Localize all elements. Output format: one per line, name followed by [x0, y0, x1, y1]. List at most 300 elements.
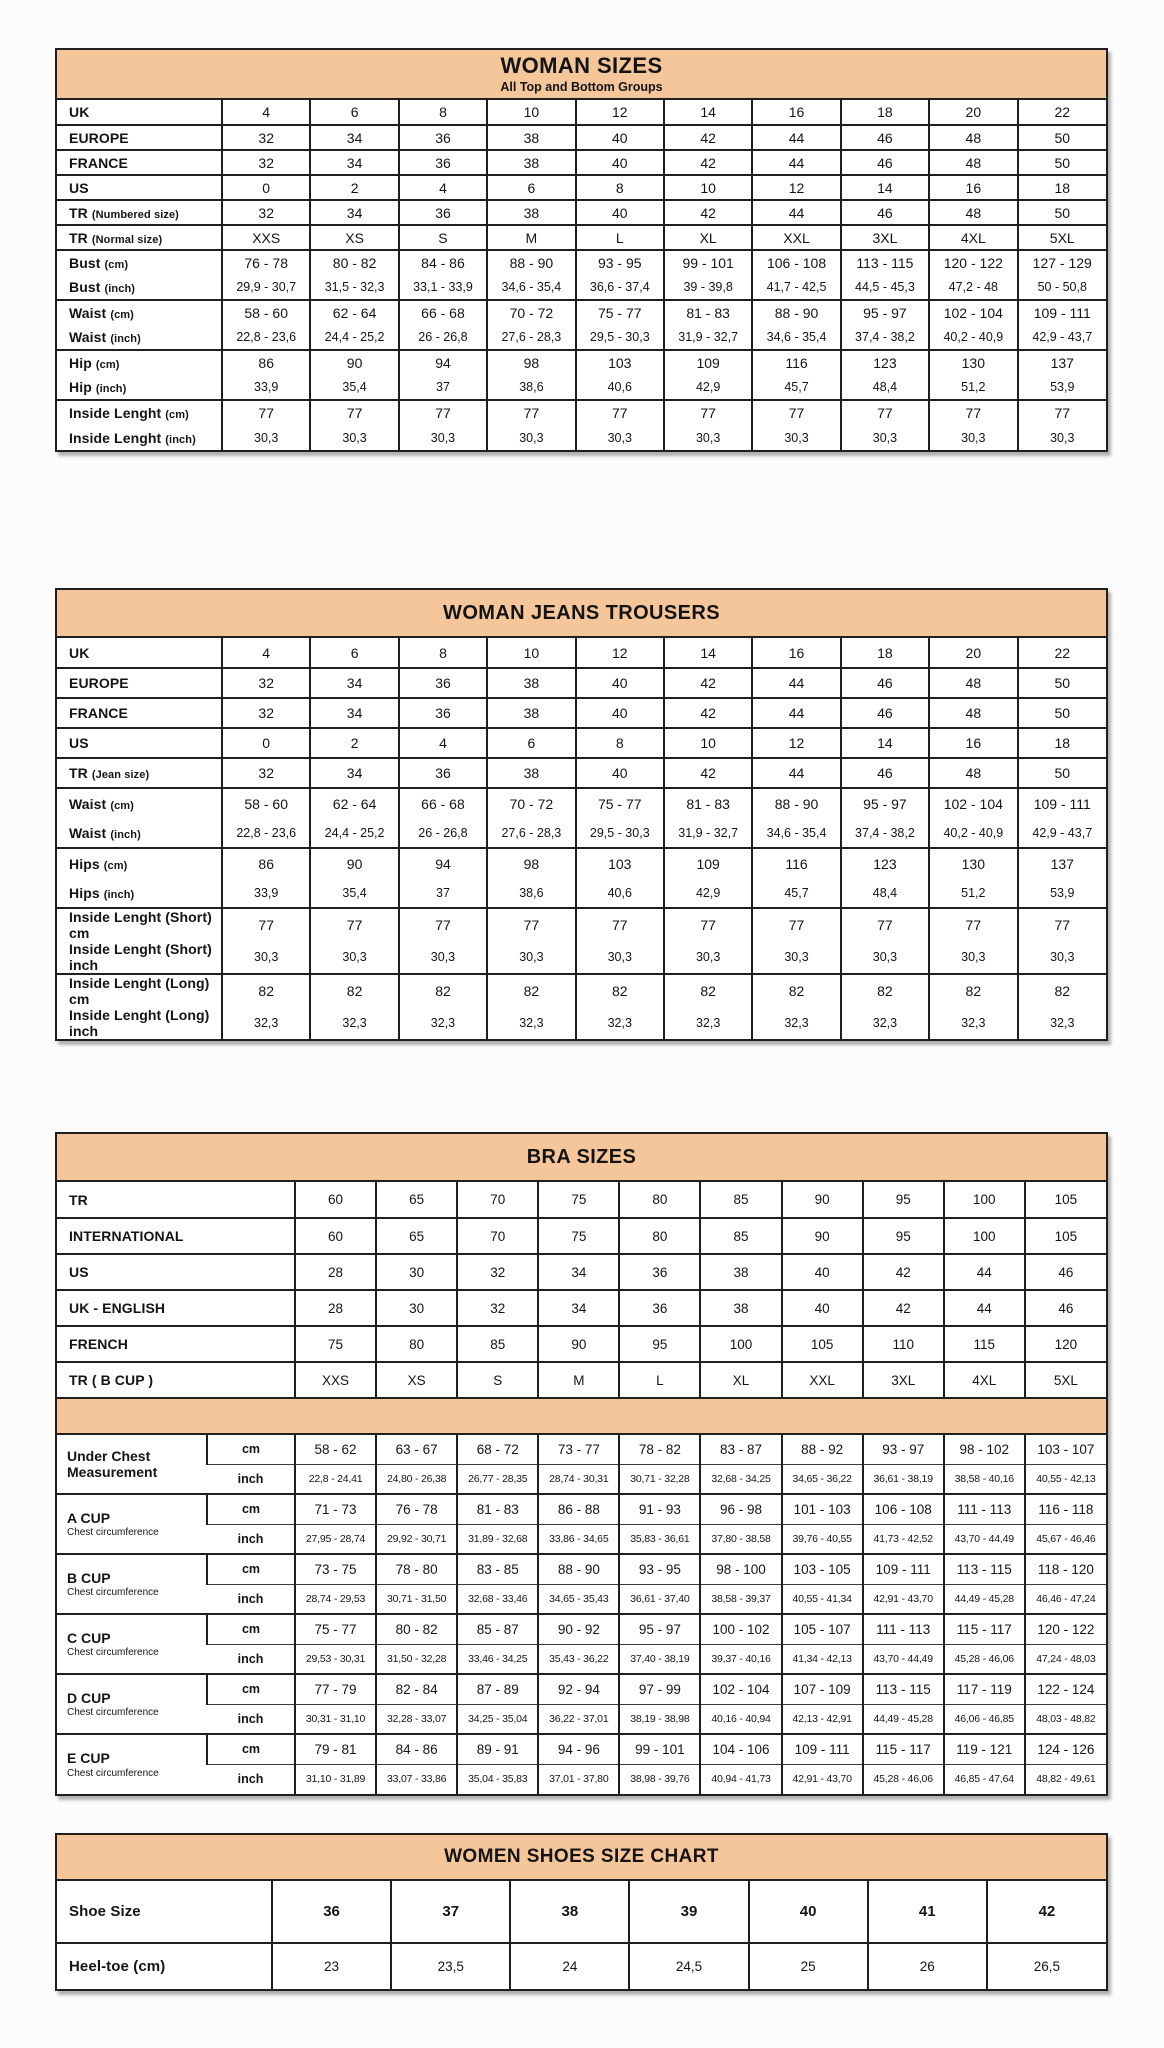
size-cell: 30,3: [222, 425, 310, 450]
size-cell: 33,07 - 33,86: [376, 1764, 457, 1794]
size-cell: 32: [222, 125, 310, 150]
size-cell: 8: [576, 728, 664, 758]
size-cell: 48: [929, 698, 1017, 728]
row-label: E CUP Chest circumference: [57, 1734, 207, 1794]
size-cell: 66 - 68: [399, 788, 487, 818]
table-row: [57, 1326, 1106, 1362]
size-cell: 34: [538, 1254, 619, 1290]
size-cell: 82: [664, 974, 752, 1007]
size-cell: 8: [576, 175, 664, 200]
size-cell: 120 - 122: [1025, 1614, 1106, 1644]
size-cell: L: [576, 225, 664, 250]
size-cell: 77: [399, 908, 487, 941]
size-cell: 130: [929, 350, 1017, 375]
size-cell: 37,40 - 38,19: [619, 1644, 700, 1674]
size-cell: 87 - 89: [457, 1674, 538, 1704]
size-cell: 77: [664, 908, 752, 941]
size-cell: S: [399, 225, 487, 250]
unit-cell: inch: [207, 1524, 295, 1554]
table-row: [57, 1494, 1106, 1524]
size-cell: 16: [929, 175, 1017, 200]
unit-cell: cm: [207, 1614, 295, 1644]
size-cell: 32: [222, 668, 310, 698]
size-cell: 51,2: [929, 375, 1017, 400]
size-cell: 48: [929, 125, 1017, 150]
table-row: [57, 1007, 1106, 1039]
row-label: Hips (inch): [69, 884, 135, 901]
size-cell: 30: [376, 1254, 457, 1290]
size-cell: 29,5 - 30,3: [576, 818, 664, 848]
size-cell: 35,04 - 35,83: [457, 1764, 538, 1794]
size-cell: 23: [272, 1943, 391, 1989]
size-cell: 50: [1018, 200, 1106, 225]
size-cell: 24: [510, 1943, 629, 1989]
size-cell: 42,9: [664, 375, 752, 400]
size-cell: 41,73 - 42,52: [863, 1524, 944, 1554]
size-cell: 10: [487, 638, 575, 668]
size-cell: 42: [863, 1254, 944, 1290]
table-row: [57, 1881, 1106, 1943]
table-row: [57, 638, 1106, 668]
size-cell: 77: [310, 400, 398, 425]
size-cell: 34: [310, 150, 398, 175]
table-title: BRA SIZES: [526, 1146, 637, 1168]
size-cell: 36,6 - 37,4: [576, 275, 664, 300]
size-cell: 42,91 - 43,70: [782, 1764, 863, 1794]
size-cell: 22,8 - 23,6: [222, 325, 310, 350]
table-row: [57, 250, 1106, 275]
size-cell: 105: [1025, 1218, 1106, 1254]
row-label: D CUP Chest circumference: [57, 1674, 207, 1734]
size-cell: 33,1 - 33,9: [399, 275, 487, 300]
size-cell: 35,83 - 36,61: [619, 1524, 700, 1554]
size-cell: 119 - 121: [944, 1734, 1025, 1764]
size-cell: 82: [222, 974, 310, 1007]
size-cell: 58 - 60: [222, 788, 310, 818]
row-label: Waist (inch): [69, 329, 141, 345]
size-cell: 127 - 129: [1018, 250, 1106, 275]
size-cell: 77: [487, 400, 575, 425]
size-cell: 39,37 - 40,16: [700, 1644, 781, 1674]
row-label: Bust (inch): [69, 279, 136, 295]
size-cell: 10: [664, 175, 752, 200]
size-cell: 77: [841, 908, 929, 941]
size-cell: 88 - 90: [752, 300, 840, 325]
size-cell: 46: [1025, 1254, 1106, 1290]
row-label: FRENCH: [57, 1326, 295, 1362]
size-cell: 30,3: [752, 425, 840, 450]
size-cell: 70: [457, 1218, 538, 1254]
size-cell: 100: [944, 1182, 1025, 1218]
size-cell: 30,3: [664, 941, 752, 974]
size-cell: 39: [629, 1881, 748, 1943]
table-row: [57, 1464, 1106, 1494]
size-cell: 39,76 - 40,55: [782, 1524, 863, 1554]
size-cell: 38,19 - 38,98: [619, 1704, 700, 1734]
size-cell: 34,6 - 35,4: [487, 275, 575, 300]
row-label: TR (Normal size): [57, 225, 222, 250]
size-cell: 98: [487, 848, 575, 878]
table-row: [57, 325, 1106, 350]
size-cell: M: [487, 225, 575, 250]
size-cell: 42,9 - 43,7: [1018, 325, 1106, 350]
table-row: [57, 1764, 1106, 1794]
size-cell: 103: [576, 350, 664, 375]
size-cell: 38: [487, 125, 575, 150]
table-row: [57, 758, 1106, 788]
size-cell: 77 - 79: [295, 1674, 376, 1704]
size-cell: 42: [664, 758, 752, 788]
row-label: Waist (cm): [57, 788, 222, 818]
size-cell: 4: [222, 638, 310, 668]
size-cell: XS: [376, 1362, 457, 1398]
table-row: [57, 848, 1106, 878]
size-cell: 2: [310, 175, 398, 200]
size-cell: 65: [376, 1182, 457, 1218]
row-label: US: [57, 175, 222, 200]
size-cell: 58 - 62: [295, 1434, 376, 1464]
table-row: [57, 818, 1106, 848]
size-cell: 36: [399, 668, 487, 698]
table-row: [57, 350, 1106, 375]
size-cell: 90: [782, 1182, 863, 1218]
size-cell: 5XL: [1025, 1362, 1106, 1398]
size-cell: 32,3: [399, 1007, 487, 1039]
size-cell: 106 - 108: [752, 250, 840, 275]
size-cell: 77: [929, 908, 1017, 941]
size-cell: 37,80 - 38,58: [700, 1524, 781, 1554]
size-cell: 14: [664, 100, 752, 125]
size-cell: 107 - 109: [782, 1674, 863, 1704]
size-cell: 44,49 - 45,28: [863, 1704, 944, 1734]
size-cell: 44: [944, 1290, 1025, 1326]
size-cell: 118 - 120: [1025, 1554, 1106, 1584]
size-cell: 97 - 99: [619, 1674, 700, 1704]
size-cell: 93 - 95: [576, 250, 664, 275]
row-label: INTERNATIONAL: [57, 1218, 295, 1254]
size-cell: 115: [944, 1326, 1025, 1362]
size-cell: 94 - 96: [538, 1734, 619, 1764]
table-row: [57, 1943, 1106, 1989]
size-cell: 86: [222, 848, 310, 878]
size-cell: 42: [664, 150, 752, 175]
size-cell: 80: [619, 1182, 700, 1218]
size-cell: 90: [310, 350, 398, 375]
size-cell: 83 - 85: [457, 1554, 538, 1584]
row-label: US: [57, 728, 222, 758]
size-cell: 88 - 90: [752, 788, 840, 818]
size-cell: 32: [222, 758, 310, 788]
size-cell: 88 - 92: [782, 1434, 863, 1464]
size-cell: 46,85 - 47,64: [944, 1764, 1025, 1794]
row-label: TR (Jean size): [57, 758, 222, 788]
size-cell: 46: [841, 758, 929, 788]
size-cell: 4XL: [929, 225, 1017, 250]
size-cell: 34,65 - 35,43: [538, 1584, 619, 1614]
size-cell: 42,91 - 43,70: [863, 1584, 944, 1614]
size-cell: 32,3: [310, 1007, 398, 1039]
size-cell: 29,92 - 30,71: [376, 1524, 457, 1554]
size-cell: 116: [752, 848, 840, 878]
size-cell: 29,9 - 30,7: [222, 275, 310, 300]
size-cell: 18: [1018, 175, 1106, 200]
size-cell: 4XL: [944, 1362, 1025, 1398]
size-cell: 48: [929, 200, 1017, 225]
size-cell: 40: [782, 1290, 863, 1326]
size-cell: 6: [310, 638, 398, 668]
size-cell: 80 - 82: [310, 250, 398, 275]
size-cell: 32,3: [576, 1007, 664, 1039]
size-cell: 80: [376, 1326, 457, 1362]
size-cell: 81 - 83: [664, 300, 752, 325]
size-cell: 36: [619, 1254, 700, 1290]
size-cell: 102 - 104: [700, 1674, 781, 1704]
size-cell: 94: [399, 848, 487, 878]
size-cell: 40,55 - 41,34: [782, 1584, 863, 1614]
table-title: WOMAN SIZES: [500, 52, 663, 78]
size-cell: 50: [1018, 150, 1106, 175]
size-cell: 84 - 86: [399, 250, 487, 275]
size-cell: 34: [310, 758, 398, 788]
size-cell: 28,74 - 30,31: [538, 1464, 619, 1494]
size-cell: 30,3: [576, 425, 664, 450]
size-cell: 42,13 - 42,91: [782, 1704, 863, 1734]
table-row: [57, 300, 1106, 325]
size-cell: 28,74 - 29,53: [295, 1584, 376, 1614]
size-cell: 103 - 105: [782, 1554, 863, 1584]
size-cell: 30,3: [929, 941, 1017, 974]
size-cell: 38: [700, 1254, 781, 1290]
size-cell: M: [538, 1362, 619, 1398]
row-label: UK: [69, 104, 90, 120]
size-cell: 137: [1018, 848, 1106, 878]
size-cell: 48: [929, 668, 1017, 698]
size-cell: 10: [664, 728, 752, 758]
size-cell: 32,28 - 33,07: [376, 1704, 457, 1734]
table-row: [57, 1704, 1106, 1734]
size-cell: 3XL: [863, 1362, 944, 1398]
size-cell: 46,46 - 47,24: [1025, 1584, 1106, 1614]
size-cell: 41,34 - 42,13: [782, 1644, 863, 1674]
size-cell: 100 - 102: [700, 1614, 781, 1644]
size-cell: 111 - 113: [944, 1494, 1025, 1524]
size-cell: 34,6 - 35,4: [752, 325, 840, 350]
size-cell: 38: [487, 200, 575, 225]
size-cell: 82: [576, 974, 664, 1007]
size-cell: 46: [841, 125, 929, 150]
size-cell: 98: [487, 350, 575, 375]
size-cell: 26,77 - 28,35: [457, 1464, 538, 1494]
size-cell: 29,53 - 30,31: [295, 1644, 376, 1674]
size-cell: 85 - 87: [457, 1614, 538, 1644]
size-cell: 70: [457, 1182, 538, 1218]
size-cell: 82: [752, 974, 840, 1007]
size-cell: 38: [487, 150, 575, 175]
table-row: [57, 1584, 1106, 1614]
size-cell: 120: [1025, 1326, 1106, 1362]
size-cell: 38,58 - 40,16: [944, 1464, 1025, 1494]
table-row: [57, 1644, 1106, 1674]
size-cell: 102 - 104: [929, 300, 1017, 325]
size-cell: 30,71 - 31,50: [376, 1584, 457, 1614]
size-cell: 82 - 84: [376, 1674, 457, 1704]
table-row: [57, 1554, 1106, 1584]
size-cell: 84 - 86: [376, 1734, 457, 1764]
size-cell: 30,3: [664, 425, 752, 450]
size-cell: 32,3: [1018, 1007, 1106, 1039]
unit-cell: inch: [207, 1644, 295, 1674]
size-cell: 5XL: [1018, 225, 1106, 250]
size-cell: 98 - 100: [700, 1554, 781, 1584]
size-cell: 38: [510, 1881, 629, 1943]
size-cell: 40,2 - 40,9: [929, 325, 1017, 350]
table-header: [57, 1835, 1106, 1881]
size-cell: 109 - 111: [863, 1554, 944, 1584]
size-cell: 32,3: [487, 1007, 575, 1039]
size-cell: 77: [1018, 400, 1106, 425]
size-cell: 36,22 - 37,01: [538, 1704, 619, 1734]
size-cell: 40: [576, 150, 664, 175]
size-cell: 40,94 - 41,73: [700, 1764, 781, 1794]
size-cell: 96 - 98: [700, 1494, 781, 1524]
size-cell: XS: [310, 225, 398, 250]
size-cell: 46: [841, 200, 929, 225]
size-cell: 44: [752, 758, 840, 788]
size-cell: 82: [487, 974, 575, 1007]
row-label: Inside Lenght (Long) cm: [57, 974, 222, 1007]
size-cell: 24,80 - 26,38: [376, 1464, 457, 1494]
size-cell: XL: [664, 225, 752, 250]
size-cell: 18: [1018, 728, 1106, 758]
size-cell: 41: [868, 1881, 987, 1943]
size-cell: 75: [538, 1182, 619, 1218]
size-cell: 50: [1018, 758, 1106, 788]
size-cell: 26 - 26,8: [399, 818, 487, 848]
size-cell: 77: [576, 908, 664, 941]
size-cell: XL: [700, 1362, 781, 1398]
size-cell: 70 - 72: [487, 300, 575, 325]
table-row: [57, 1254, 1106, 1290]
table-row: [57, 1218, 1106, 1254]
size-cell: 33,86 - 34,65: [538, 1524, 619, 1554]
size-cell: XXL: [752, 225, 840, 250]
size-cell: 113 - 115: [944, 1554, 1025, 1584]
size-cell: 78 - 80: [376, 1554, 457, 1584]
table-row: [57, 125, 1106, 150]
table-row: [57, 400, 1106, 425]
size-cell: 113 - 115: [863, 1674, 944, 1704]
size-cell: 34,65 - 36,22: [782, 1464, 863, 1494]
size-cell: 102 - 104: [929, 788, 1017, 818]
size-cell: 26: [868, 1943, 987, 1989]
table-woman-jeans-trousers: [55, 588, 1108, 1041]
size-cell: 32: [222, 200, 310, 225]
size-cell: 85: [457, 1326, 538, 1362]
size-cell: 16: [929, 728, 1017, 758]
size-cell: 40: [749, 1881, 868, 1943]
size-cell: 76 - 78: [376, 1494, 457, 1524]
size-cell: 106 - 108: [863, 1494, 944, 1524]
size-cell: 95: [863, 1218, 944, 1254]
row-label: C CUP Chest circumference: [57, 1614, 207, 1674]
size-cell: 46: [841, 150, 929, 175]
size-cell: XXS: [222, 225, 310, 250]
size-cell: 32: [457, 1290, 538, 1326]
size-cell: 42: [863, 1290, 944, 1326]
size-cell: 81 - 83: [664, 788, 752, 818]
row-label: Under Chest Measurement: [57, 1434, 207, 1494]
size-cell: 60: [295, 1182, 376, 1218]
size-cell: XXL: [782, 1362, 863, 1398]
size-cell: 44: [752, 200, 840, 225]
size-cell: 32,3: [222, 1007, 310, 1039]
size-cell: 48,4: [841, 375, 929, 400]
size-cell: 90 - 92: [538, 1614, 619, 1644]
row-label: B CUP Chest circumference: [57, 1554, 207, 1614]
table-header: [57, 50, 1106, 100]
table-row: [57, 225, 1106, 250]
size-cell: 34,6 - 35,4: [752, 818, 840, 848]
table-row: [57, 1434, 1106, 1464]
row-label: Waist (inch): [69, 824, 141, 841]
row-label: Hips (cm): [57, 848, 222, 878]
size-cell: 27,6 - 28,3: [487, 325, 575, 350]
size-cell: 32: [222, 150, 310, 175]
size-cell: 32,3: [664, 1007, 752, 1039]
row-label: UK - ENGLISH: [57, 1290, 295, 1326]
size-cell: 6: [487, 175, 575, 200]
row-label: Inside Lenght (cm): [57, 400, 222, 425]
size-cell: 94: [399, 350, 487, 375]
woman-sizes-grid: [57, 100, 1106, 450]
table-row: [57, 941, 1106, 974]
size-cell: 48: [929, 150, 1017, 175]
size-cell: 32,68 - 34,25: [700, 1464, 781, 1494]
size-cell: 36: [399, 125, 487, 150]
size-cell: 36: [399, 758, 487, 788]
size-cell: 30,3: [310, 941, 398, 974]
size-cell: 43,70 - 44,49: [863, 1644, 944, 1674]
size-cell: 24,4 - 25,2: [310, 325, 398, 350]
size-cell: 34: [310, 125, 398, 150]
size-cell: 89 - 91: [457, 1734, 538, 1764]
size-cell: 76 - 78: [222, 250, 310, 275]
size-cell: 36: [399, 150, 487, 175]
size-cell: 48,4: [841, 878, 929, 908]
size-cell: 20: [929, 100, 1017, 125]
woman-jeans-grid: [57, 638, 1106, 1039]
divider-band: [57, 1398, 1106, 1434]
size-cell: 73 - 77: [538, 1434, 619, 1464]
size-cell: 23,5: [391, 1943, 510, 1989]
size-cell: 12: [576, 638, 664, 668]
size-cell: 109 - 111: [782, 1734, 863, 1764]
size-cell: 20: [929, 638, 1017, 668]
size-cell: 40: [576, 668, 664, 698]
size-cell: 40,6: [576, 375, 664, 400]
size-cell: 30,3: [487, 425, 575, 450]
size-cell: 31,9 - 32,7: [664, 325, 752, 350]
row-label: Shoe Size: [69, 1903, 141, 1920]
unit-cell: inch: [207, 1764, 295, 1794]
size-cell: 32,3: [929, 1007, 1017, 1039]
size-cell: 18: [841, 638, 929, 668]
size-cell: 32,3: [841, 1007, 929, 1039]
size-cell: 99 - 101: [664, 250, 752, 275]
size-cell: 34: [538, 1290, 619, 1326]
size-cell: 12: [576, 100, 664, 125]
size-cell: 40,16 - 40,94: [700, 1704, 781, 1734]
